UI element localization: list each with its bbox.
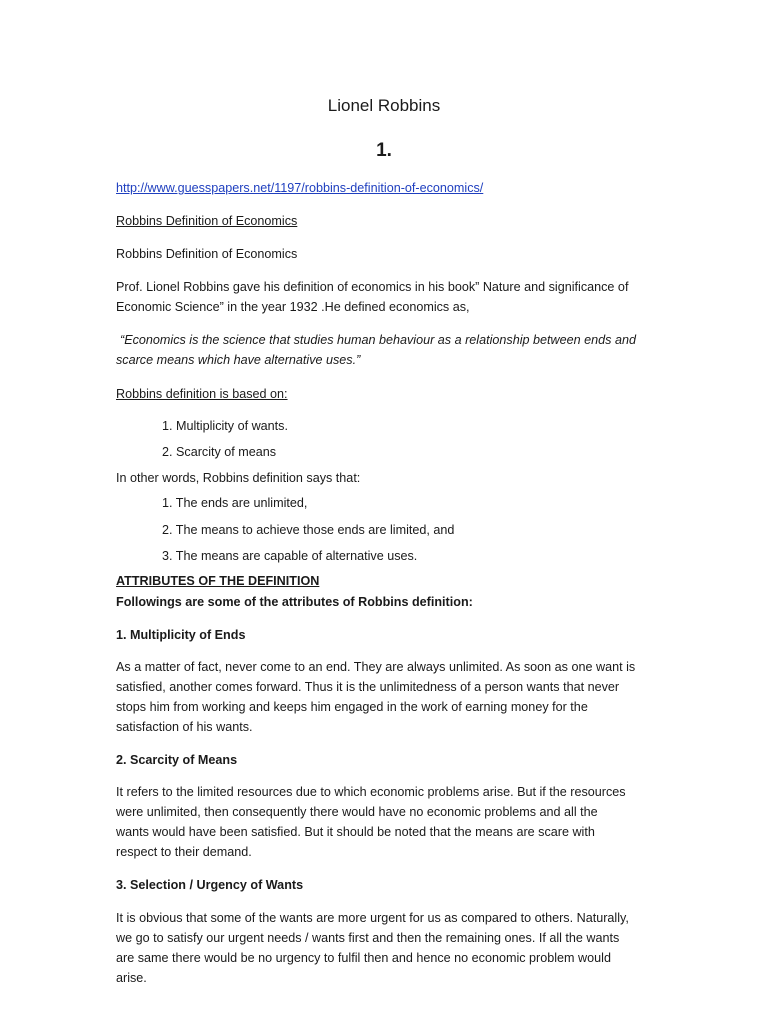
paragraph-line: were unlimited, then consequently there would have no economic problems and all the [116, 805, 598, 819]
paragraph-line: satisfied, another comes forward. Thus it is the unlimitedness of a person wants that never [116, 680, 620, 694]
paragraph-line: It is obvious that some of the wants are more urgent for us as compared to others. Naturally, [116, 911, 629, 925]
paragraph-line: It refers to the limited resources due to which economic problems arise. But if the resources [116, 785, 626, 799]
list-item: 3. The means are capable of alternative uses. [162, 549, 418, 563]
paragraph-line: wants would have been satisfied. But it should be noted that the means are scare with [116, 825, 595, 839]
paragraph-other-words: In other words, Robbins definition says that: [116, 471, 361, 485]
paragraph-line: arise. [116, 971, 147, 985]
section-heading-based-on: Robbins definition is based on: [116, 387, 288, 401]
list-item: 1. Multiplicity of wants. [162, 419, 288, 433]
section-heading-attributes: ATTRIBUTES OF THE DEFINITION [116, 574, 320, 588]
list-item: 2. The means to achieve those ends are limited, and [162, 523, 455, 537]
definition-quote-line: “Economics is the science that studies human behaviour as a relationship between ends and [120, 333, 636, 347]
paragraph-line: As a matter of fact, never come to an end. They are always unlimited. As soon as one want is [116, 660, 636, 674]
list-item: 1. The ends are unlimited, [162, 496, 308, 510]
paragraph-line: satisfaction of his wants. [116, 720, 253, 734]
paragraph-line: stops him from working and keeps him engaged in the work of earning money for the [116, 700, 588, 714]
section-heading-multiplicity: 1. Multiplicity of Ends [116, 628, 246, 642]
document-number: 1. [376, 140, 392, 161]
paragraph-line: are same there would be no urgency to fulfil then and hence no economic problem would [116, 951, 611, 965]
paragraph-line: respect to their demand. [116, 845, 252, 859]
paragraph-line: we go to satisfy our urgent needs / wants first and then the remaining ones. If all the wants [116, 931, 620, 945]
section-heading-definition: Robbins Definition of Economics [116, 214, 298, 228]
document-title: Lionel Robbins [327, 96, 441, 115]
section-heading-urgency: 3. Selection / Urgency of Wants [116, 878, 304, 892]
intro-line: Economic Science” in the year 1932 .He defined economics as, [116, 300, 470, 314]
intro-line: Prof. Lionel Robbins gave his definition of economics in his book” Nature and significance of [116, 280, 629, 294]
list-item: 2. Scarcity of means [162, 445, 277, 459]
section-heading-scarcity: 2. Scarcity of Means [116, 753, 238, 767]
attributes-intro: Followings are some of the attributes of Robbins definition: [116, 595, 473, 609]
source-link[interactable]: http://www.guesspapers.net/1197/robbins-definition-of-economics/ [116, 181, 484, 195]
subheading-definition: Robbins Definition of Economics [116, 247, 298, 261]
definition-quote-line: scarce means which have alternative uses.” [116, 353, 361, 367]
